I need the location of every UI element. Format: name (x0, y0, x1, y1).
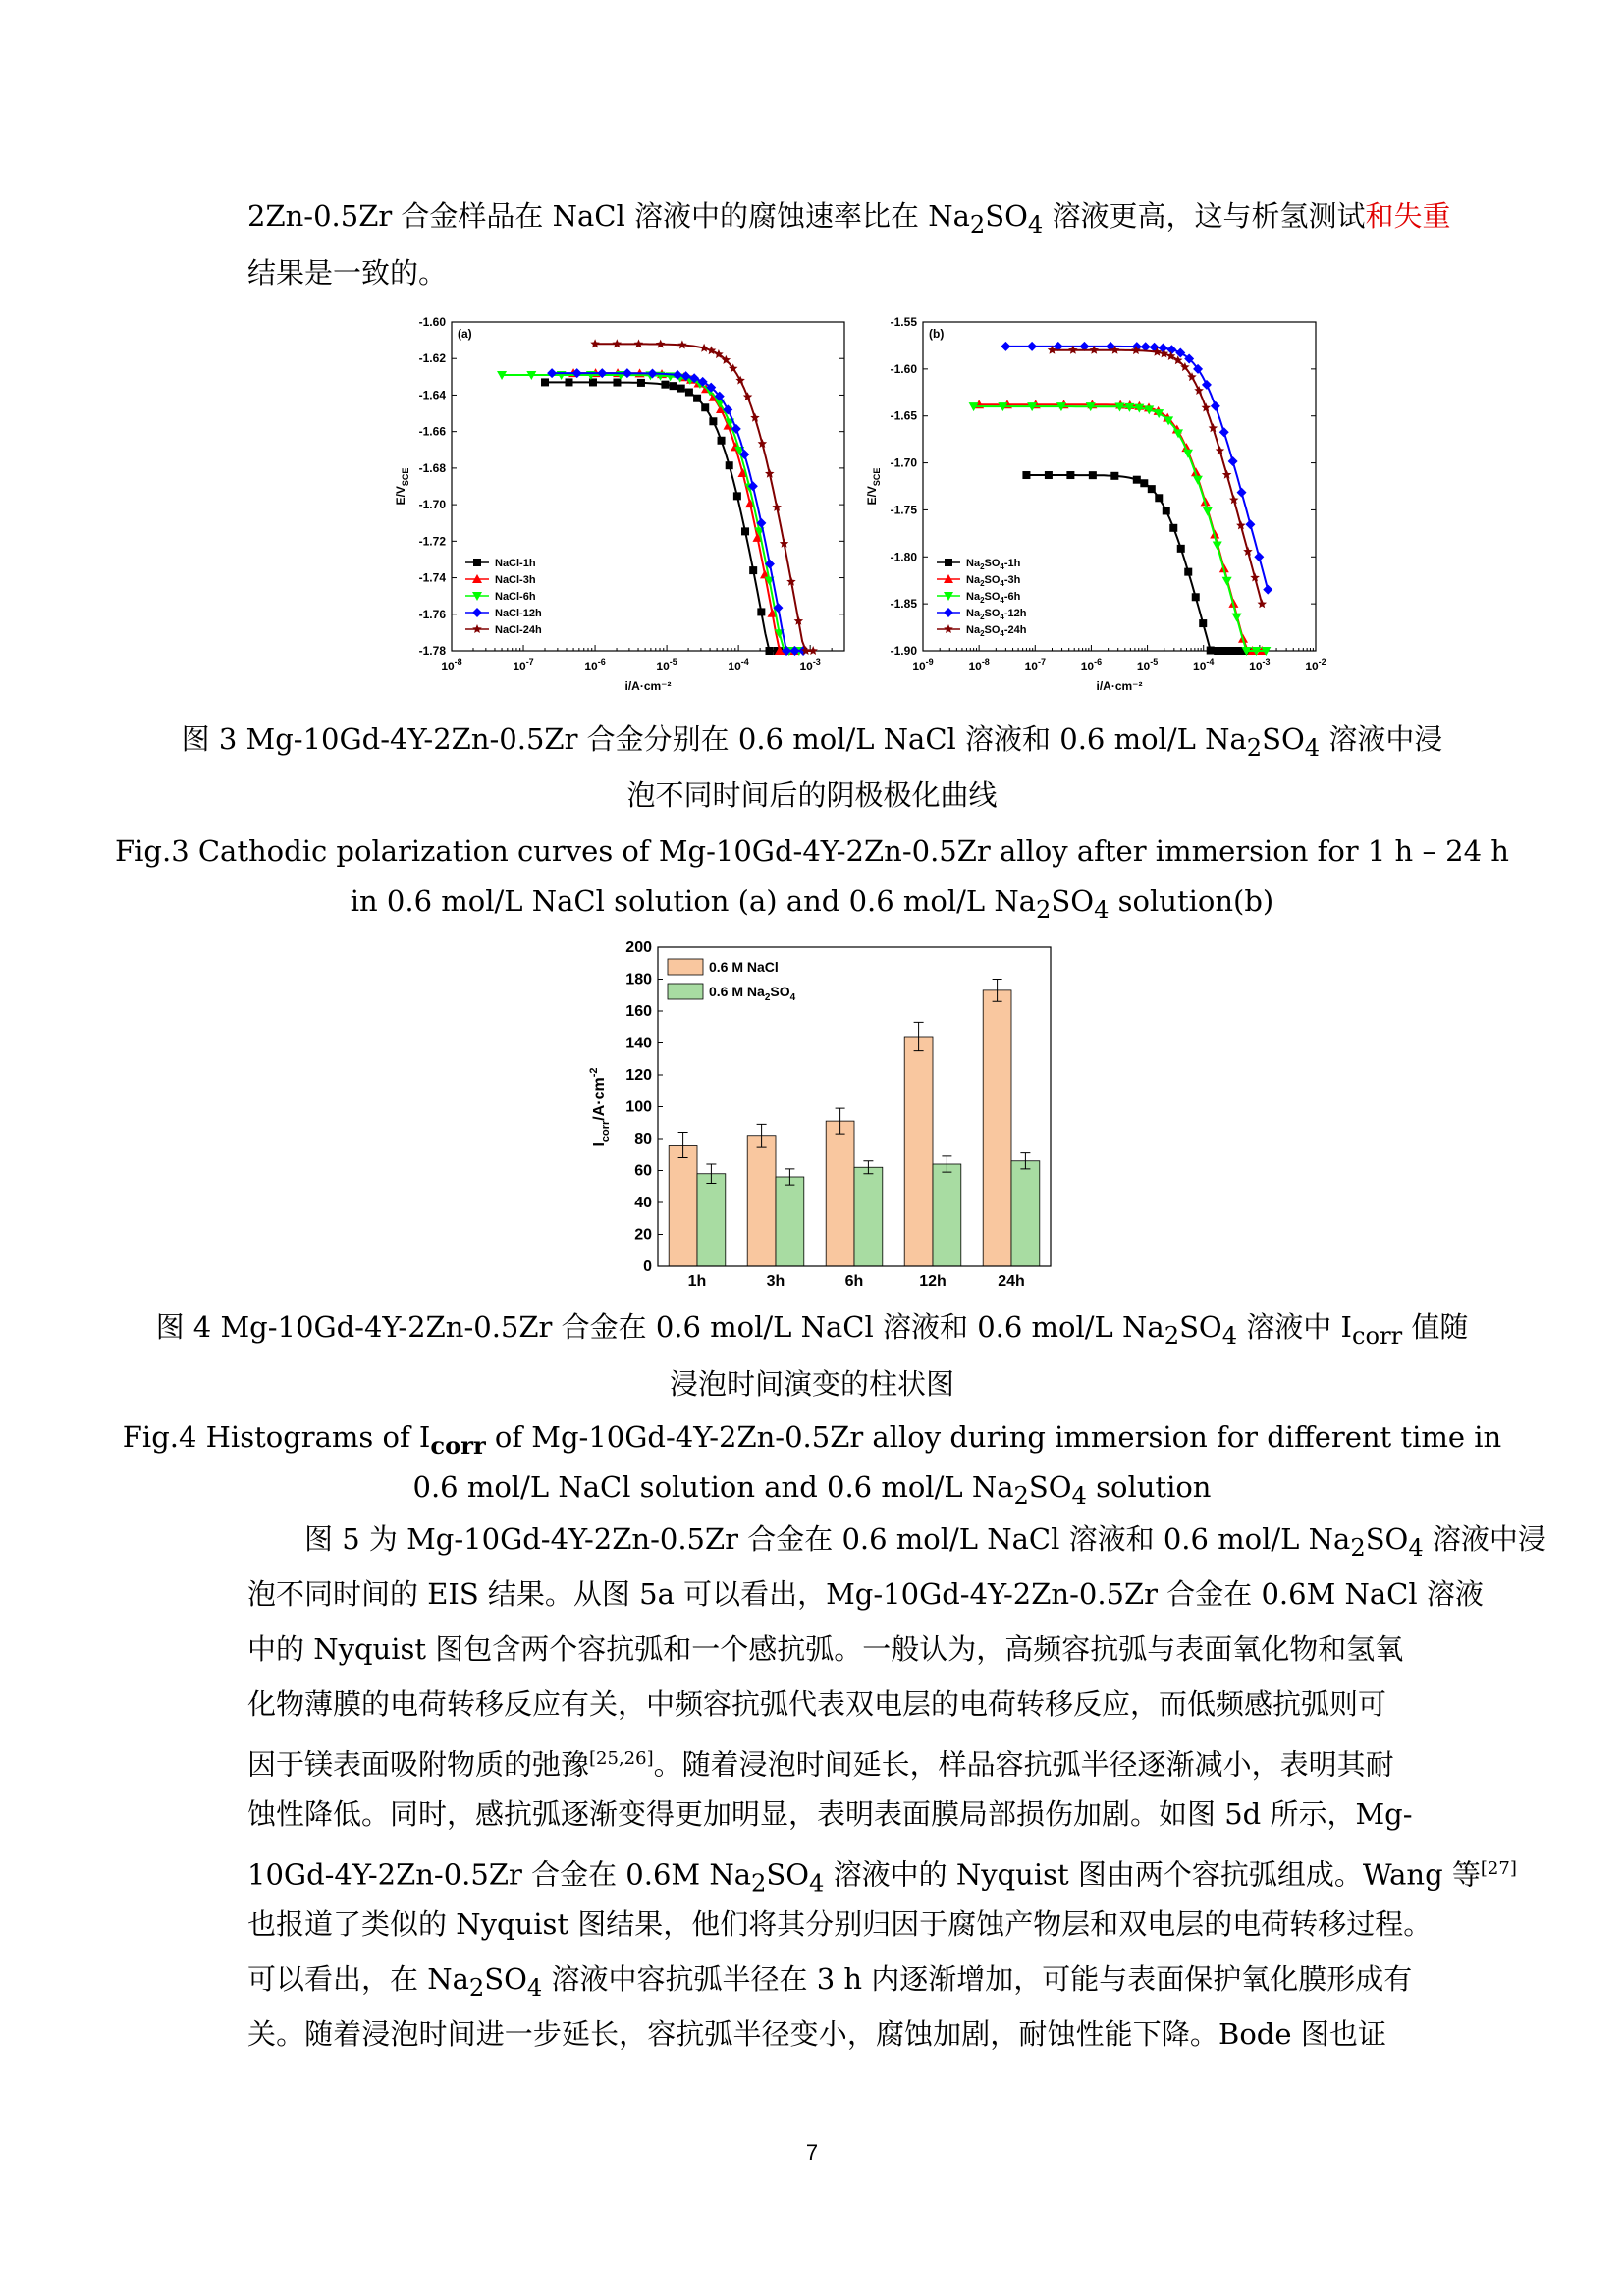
data-point (623, 368, 632, 378)
x-tick-label: 24h (998, 1273, 1025, 1290)
legend-label: NaCl-6h (495, 591, 536, 603)
legend-label (966, 624, 1027, 638)
x-tick-base: 10 (968, 660, 982, 673)
figure-4-icorr-histogram (569, 933, 1060, 1296)
series-line-3 (1005, 347, 1268, 590)
legend-swatch (668, 959, 703, 975)
legend-label-part: Na (966, 608, 981, 619)
data-point (670, 382, 677, 390)
legend-sub: 4 (789, 992, 796, 1003)
y-axis-label-sub: SCE (872, 467, 882, 487)
data-point (677, 340, 687, 348)
legend-label-sub: 2 (980, 629, 985, 638)
data-point (661, 381, 669, 389)
legend-label (966, 558, 1021, 571)
data-point (749, 566, 757, 574)
data-point (1203, 507, 1213, 516)
data-point (1258, 599, 1268, 608)
data-point (1183, 450, 1193, 458)
data-point (766, 647, 774, 655)
fig3-caption-en-2: in 0.6 mol/L NaCl solution (a) and 0.6 mol/L $Na_2SO_4$ solution(b) (350, 884, 1274, 924)
data-point (1045, 471, 1053, 479)
legend-label-part: SO (984, 591, 1001, 603)
bar-0 (669, 1146, 697, 1267)
data-point (656, 340, 666, 348)
y-tick-label: -1.75 (890, 503, 917, 517)
data-point (1222, 577, 1232, 586)
fig4-caption-cn-1: 图 4 Mg-10Gd-4Y-2Zn-0.5Zr 合金在 0.6 mol/L NaCl 溶液和 0.6 mol/L $Na_2SO_4$ 溶液中 $I_{corr}$ 值随 (155, 1310, 1469, 1350)
x-tick-label (799, 657, 820, 673)
data-point (1221, 647, 1229, 655)
y-axis-label (588, 1067, 612, 1146)
y-tick-label: -1.62 (418, 351, 446, 366)
y-tick-label: -1.78 (418, 644, 446, 658)
legend-marker (472, 624, 482, 633)
legend-label-sub: 2 (980, 579, 985, 588)
data-point (1232, 614, 1242, 622)
para-line-6: 蚀性降低。同时，感抗弧逐渐变得更加明显，表明表面膜局部损伤加剧。如图 5d 所示，Mg- (247, 1797, 1413, 1831)
y-axis-label-main: E/V (394, 486, 407, 506)
legend-label-part: -3h (1003, 574, 1021, 586)
x-tick-exp: -5 (669, 657, 677, 667)
y-tick-label: 60 (634, 1162, 652, 1180)
data-point (1192, 593, 1200, 601)
legend-label-part: -24h (1003, 624, 1027, 636)
data-point (677, 385, 685, 393)
legend-label-part: Na (966, 624, 981, 636)
legend-label: 0.6 M NaCl (709, 959, 779, 975)
legend-label-part: -12h (1003, 608, 1027, 619)
y-tick-label: -1.66 (418, 424, 446, 439)
y-tick-label: -1.80 (890, 550, 917, 564)
data-point (541, 378, 549, 386)
x-tick-label (1305, 657, 1326, 673)
data-point (613, 379, 621, 387)
y-tick-label: -1.60 (418, 315, 446, 329)
x-tick-label (1025, 657, 1046, 673)
panel-label: (a) (458, 327, 472, 341)
x-tick-base: 10 (1024, 660, 1038, 673)
data-point (1140, 479, 1148, 487)
x-tick-label: 6h (844, 1273, 864, 1290)
legend-label-part: SO (984, 608, 1001, 619)
x-tick-exp: -7 (1037, 657, 1046, 667)
data-point (1110, 472, 1118, 480)
data-point (1163, 507, 1170, 514)
data-point (693, 395, 701, 402)
legend-marker (944, 624, 953, 633)
x-tick-label: 12h (919, 1273, 947, 1290)
legend-marker (945, 559, 952, 566)
legend-label-sub: 2 (980, 613, 985, 621)
para-line-10: 关。随着浸泡时间进一步延长，容抗弧半径变小，腐蚀加剧，耐蚀性能下降。Bode 图也证 (247, 2017, 1386, 2051)
y-tick-label: 120 (625, 1067, 652, 1084)
x-tick-label (912, 657, 933, 673)
data-point (637, 379, 645, 387)
legend-part: SO (770, 984, 790, 999)
legend-label-part: SO (984, 574, 1001, 586)
data-point (1211, 401, 1220, 411)
series-line-4 (1053, 350, 1263, 605)
y-axis-label-sub: SCE (401, 467, 410, 487)
data-point (733, 492, 741, 500)
data-point (565, 378, 572, 386)
x-tick-exp: -6 (1094, 657, 1103, 667)
x-tick-label (1137, 657, 1158, 673)
data-point (1245, 519, 1255, 529)
x-tick-base: 10 (728, 660, 741, 673)
legend-label: NaCl-1h (495, 558, 536, 569)
bar-0 (983, 990, 1011, 1266)
legend-label-sub: 2 (980, 562, 985, 571)
legend-label (709, 984, 796, 1003)
x-tick-exp: -4 (740, 657, 749, 667)
y-tick-label: -1.64 (418, 388, 446, 402)
legend-label (966, 574, 1021, 588)
x-tick-label (441, 657, 461, 673)
data-point (1213, 541, 1222, 550)
x-tick-label: 3h (766, 1273, 785, 1290)
data-point (1089, 471, 1097, 479)
data-point (1166, 345, 1176, 354)
y-tick-label: 0 (643, 1258, 652, 1275)
legend-sub: 2 (764, 992, 771, 1003)
page-number: 7 (805, 2140, 819, 2164)
data-point (685, 389, 693, 397)
figure-3b-polarization-na2so4 (844, 312, 1335, 705)
data-point (547, 368, 557, 378)
data-point (1207, 647, 1215, 655)
data-point (1169, 524, 1177, 532)
x-tick-label (513, 657, 533, 673)
series-line-0 (545, 382, 785, 651)
fig4-caption-en-1: Fig.4 Histograms of $I_{corr}$ of Mg-10Gd-4Y-2Zn-0.5Zr alloy during immersion for different time in (122, 1420, 1502, 1460)
y-tick-label: -1.90 (890, 644, 917, 658)
fig4-caption-en-2: 0.6 mol/L NaCl solution and 0.6 mol/L $Na_2SO_4$ solution (412, 1470, 1212, 1510)
data-point (1177, 545, 1185, 553)
y-tick-label: -1.76 (418, 607, 446, 621)
legend-label-sub: 4 (1000, 596, 1004, 605)
legend-label-sub: 4 (1000, 579, 1004, 588)
data-point (1184, 568, 1192, 576)
bar-0 (747, 1136, 776, 1266)
y-tick-label: 180 (625, 971, 652, 988)
para-line-2: 泡不同时间的 EIS 结果。从图 5a 可以看出，Mg-10Gd-4Y-2Zn-0.5Zr 合金在 0.6M NaCl 溶液 (247, 1577, 1484, 1611)
x-tick-exp: -2 (1318, 657, 1326, 667)
legend-swatch (668, 984, 703, 999)
x-axis-label: i/A·cm⁻² (1096, 679, 1143, 693)
y-label-sub: corr (600, 1120, 612, 1143)
x-tick-base: 10 (1249, 660, 1263, 673)
data-point (1175, 347, 1185, 357)
data-point (757, 608, 765, 615)
para-line-1: 图 5 为 Mg-10Gd-4Y-2Zn-0.5Zr 合金在 0.6 mol/L NaCl 溶液和 0.6 mol/L $Na_2SO_4$ 溶液中浸 (304, 1522, 1546, 1562)
y-tick-label: -1.74 (418, 570, 446, 585)
para-line-3: 中的 Nyquist 图包含两个容抗弧和一个感抗弧。一般认为，高频容抗弧与表面氧化物和氢氧 (247, 1632, 1404, 1666)
y-tick-label: -1.55 (890, 315, 917, 329)
data-point (613, 339, 623, 347)
y-tick-label: 80 (634, 1131, 652, 1148)
data-point (634, 339, 644, 347)
fig4-caption-cn-2: 浸泡时间演变的柱状图 (669, 1367, 954, 1401)
legend-label: NaCl-12h (495, 608, 542, 619)
data-point (1219, 427, 1229, 437)
legend-label-sub: 4 (1000, 562, 1004, 571)
data-point (590, 339, 600, 347)
bar-0 (904, 1037, 933, 1266)
y-label-main: I (591, 1142, 608, 1147)
data-point (1237, 488, 1247, 498)
y-tick-label: 200 (625, 939, 652, 956)
data-point (701, 403, 709, 411)
x-tick-label (728, 657, 748, 673)
data-point (1001, 342, 1010, 351)
x-tick-exp: -3 (812, 657, 821, 667)
x-tick-base: 10 (513, 660, 526, 673)
data-point (1254, 552, 1264, 561)
series-line-0 (1026, 475, 1247, 651)
legend-label-part: SO (984, 558, 1001, 569)
data-point (1027, 342, 1037, 351)
legend-label-part: -6h (1003, 591, 1021, 603)
para-line-9: 可以看出，在 $Na_2SO_4$ 溶液中容抗弧半径在 3 h 内逐渐增加，可能与表面保护氧化膜形成有 (247, 1962, 1413, 2002)
x-tick-label (1081, 657, 1102, 673)
data-point (1022, 471, 1030, 479)
y-label-sup: -2 (588, 1067, 600, 1078)
legend-label-sub: 2 (980, 596, 985, 605)
legend-label: NaCl-24h (495, 624, 542, 636)
x-tick-label (656, 657, 677, 673)
legend-marker (944, 608, 953, 617)
bar-1 (1011, 1161, 1040, 1266)
x-tick-exp: -5 (1150, 657, 1159, 667)
para-line-8: 也报道了类似的 Nyquist 图结果，他们将其分别归因于腐蚀产物层和双电层的电荷转移过程。 (247, 1907, 1433, 1941)
y-axis-label (394, 468, 410, 506)
y-tick-label: -1.60 (890, 361, 917, 376)
legend-part: 0.6 M Na (709, 984, 765, 999)
fig3-caption-cn-1: 图 3 Mg-10Gd-4Y-2Zn-0.5Zr 合金分别在 0.6 mol/L NaCl 溶液和 0.6 mol/L $Na_2SO_4$ 溶液中浸 (181, 722, 1443, 762)
data-point (1193, 476, 1203, 485)
x-tick-base: 10 (1193, 660, 1207, 673)
data-point (1228, 456, 1238, 466)
legend-label-sub: 4 (1000, 613, 1004, 621)
fig3-caption-cn-2: 泡不同时间后的阴极极化曲线 (626, 778, 998, 812)
y-tick-label: -1.68 (418, 460, 446, 475)
data-point (1155, 494, 1163, 502)
bar-0 (826, 1121, 854, 1266)
x-tick-exp: -3 (1262, 657, 1271, 667)
y-tick-label: -1.70 (890, 455, 917, 470)
x-tick-exp: -7 (525, 657, 534, 667)
data-point (741, 527, 749, 535)
legend-label-sub: 4 (1000, 629, 1004, 638)
para-line-7: 10Gd-4Y-2Zn-0.5Zr 合金在 0.6M $Na_2SO_4$ 溶液中的 Nyquist 图由两个容抗弧组成。Wang 等[27] (247, 1857, 1517, 1897)
legend-label-part: -1h (1003, 558, 1021, 569)
legend-marker (473, 559, 481, 566)
x-tick-base: 10 (584, 660, 598, 673)
data-point (1133, 476, 1141, 484)
y-tick-label: -1.72 (418, 534, 446, 549)
x-tick-label (1193, 657, 1214, 673)
x-tick-base: 10 (912, 660, 926, 673)
y-axis-label (865, 468, 882, 506)
y-tick-label: 20 (634, 1226, 652, 1244)
data-point (589, 378, 597, 386)
data-point (1228, 647, 1236, 655)
y-tick-label: -1.65 (890, 408, 917, 423)
series-line-3 (552, 373, 803, 651)
x-tick-exp: -6 (597, 657, 606, 667)
x-tick-base: 10 (656, 660, 670, 673)
para-line-4: 化物薄膜的电荷转移反应有关，中频容抗弧代表双电层的电荷转移反应，而低频感抗弧则可 (247, 1687, 1387, 1721)
legend-label-part: Na (966, 591, 981, 603)
body-line-1: 2Zn-0.5Zr 合金样品在 NaCl 溶液中的腐蚀速率比在 $Na_2SO_4$ 溶液更高，这与析氢测试和失重 (247, 199, 1451, 239)
bar-1 (854, 1167, 883, 1266)
x-tick-base: 10 (1080, 660, 1095, 673)
legend-label-part: Na (966, 558, 981, 569)
legend-label: NaCl-3h (495, 574, 536, 586)
body-line-2: 结果是一致的。 (247, 256, 448, 290)
x-tick-base: 10 (799, 660, 813, 673)
x-tick-base: 10 (441, 660, 455, 673)
x-tick-base: 10 (1305, 660, 1319, 673)
para-line-5: 因于镁表面吸附物质的弛豫[25,26]。随着浸泡时间延长，样品容抗弧半径逐渐减小，表明其耐 (247, 1747, 1394, 1782)
x-tick-exp: -8 (454, 657, 462, 667)
x-axis-label: i/A·cm⁻² (624, 679, 672, 693)
bar-1 (697, 1174, 726, 1266)
data-point (709, 417, 717, 425)
y-label-unit: /A·cm (591, 1077, 608, 1121)
y-tick-label: 40 (634, 1195, 652, 1211)
x-tick-exp: -4 (1206, 657, 1215, 667)
panel-label: (b) (929, 327, 945, 341)
legend-label-part: SO (984, 624, 1001, 636)
legend-label (966, 591, 1021, 605)
data-point (726, 461, 733, 469)
data-point (1263, 585, 1272, 595)
x-tick-exp: -9 (925, 657, 934, 667)
data-point (699, 344, 709, 352)
x-tick-label (584, 657, 605, 673)
fig3-caption-en-1: Fig.3 Cathodic polarization curves of Mg-10Gd-4Y-2Zn-0.5Zr alloy after immersion for 1 h – 24 h (115, 834, 1509, 868)
data-point (718, 437, 726, 445)
data-point (1148, 485, 1156, 493)
x-tick-label (1249, 657, 1270, 673)
bar-1 (933, 1164, 961, 1266)
data-point (1214, 647, 1221, 655)
y-tick-label: 100 (625, 1098, 652, 1116)
y-tick-label: 160 (625, 1003, 652, 1020)
bar-1 (776, 1177, 804, 1266)
figure-3a-polarization-nacl (373, 312, 864, 705)
x-tick-label (968, 657, 989, 673)
x-tick-base: 10 (1136, 660, 1151, 673)
data-point (735, 376, 745, 385)
y-tick-label: -1.70 (418, 498, 446, 512)
data-point (1066, 471, 1074, 479)
legend-label-part: Na (966, 574, 981, 586)
y-axis-label-main: E/V (865, 486, 879, 506)
legend-marker (472, 608, 482, 617)
x-tick-exp: -8 (981, 657, 990, 667)
data-point (1199, 619, 1207, 627)
x-tick-label: 1h (687, 1273, 707, 1290)
legend-label (966, 608, 1027, 621)
y-tick-label: 140 (625, 1035, 652, 1052)
y-tick-label: -1.85 (890, 597, 917, 612)
data-point (1202, 380, 1212, 390)
data-point (1194, 386, 1204, 395)
